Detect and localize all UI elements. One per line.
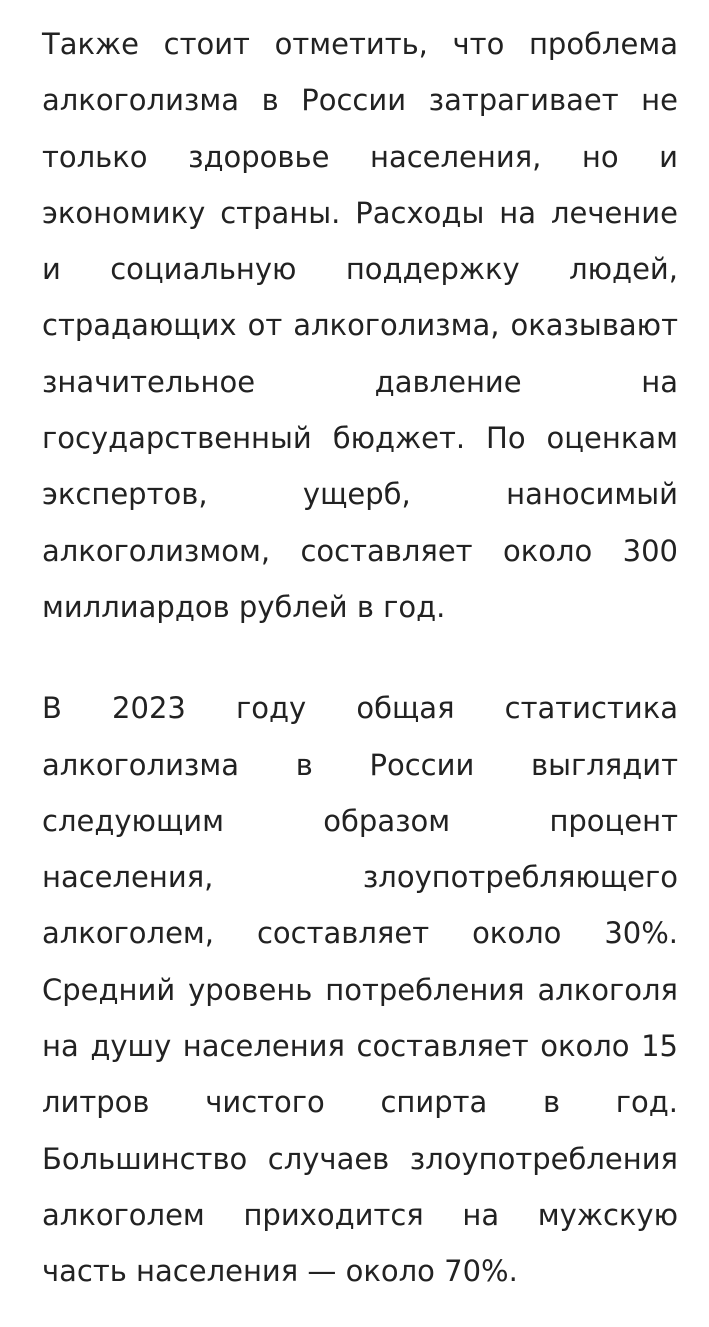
article-body: [42, 16, 678, 1300]
paragraph-statistics-2023: В 2023 году общая статистика алкоголизма в России выглядит следующим образом процент населения, злоупотребляющего алкоголем, составляет около 30%. Средний уровень потребления алкоголя на душу населения составляет около 15 литров чистого спирта в год. Большинство случаев злоупотребления алкоголем приходится на мужскую часть населения — около 70%.: [42, 691, 678, 1289]
paragraph-economic-impact: Также стоит отметить, что проблема алкоголизма в России затрагивает не только здоровье населения, но и экономику страны. Расходы на лечение и социальную поддержку людей, страдающих от алкоголизма, оказывают значительное давление на государственный бюджет. По оценкам экспертов, ущерб, наносимый алкоголизмом, составляет около 300 миллиардов рублей в год.: [42, 27, 678, 624]
